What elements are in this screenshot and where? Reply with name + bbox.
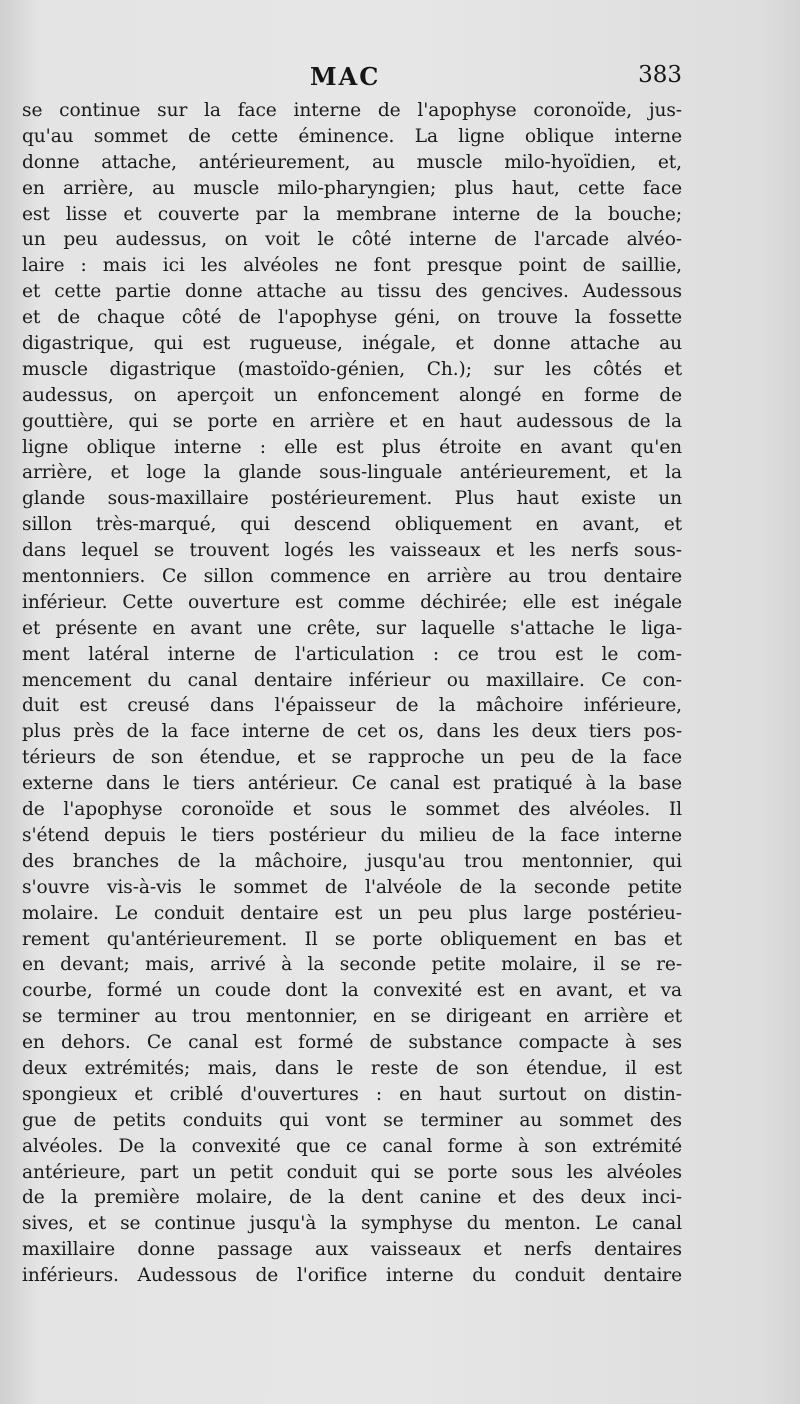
text-line: duit est creusé dans l'épaisseur de la mâchoire inférieure,: [22, 695, 682, 717]
text-line: deux extrémités; mais, dans le reste de son étendue, il est: [22, 1057, 682, 1079]
text-line: sives, et se continue jusqu'à la symphyse du menton. Le canal: [22, 1213, 682, 1235]
text-line: de l'apophyse coronoïde et sous le sommet des alvéoles. Il: [22, 799, 682, 821]
text-line: inférieurs. Audessous de l'orifice interne du conduit dentaire: [22, 1265, 682, 1287]
text-line: digastrique, qui est rugueuse, inégale, et donne attache au: [22, 333, 682, 355]
text-line: audessus, on aperçoit un enfoncement alongé en forme de: [22, 384, 682, 406]
text-line: antérieure, part un petit conduit qui se porte sous les alvéoles: [22, 1161, 682, 1183]
text-line: gouttière, qui se porte en arrière et en haut audessous de la: [22, 410, 682, 432]
text-line: donne attache, antérieurement, au muscle milo-hyoïdien, et,: [22, 151, 682, 173]
text-line: dans lequel se trouvent logés les vaisseaux et les nerfs sous-: [22, 540, 682, 562]
text-line: spongieux et criblé d'ouvertures : en haut surtout on distin-: [22, 1083, 682, 1105]
text-line: externe dans le tiers antérieur. Ce canal est pratiqué à la base: [22, 773, 682, 795]
text-line: se terminer au trou mentonnier, en se dirigeant en arrière et: [22, 1006, 682, 1028]
text-line: est lisse et couverte par la membrane interne de la bouche;: [22, 203, 682, 225]
text-line: molaire. Le conduit dentaire est un peu plus large postérieu-: [22, 902, 682, 924]
text-line: alvéoles. De la convexité que ce canal forme à son extrémité: [22, 1135, 682, 1157]
body-text: [22, 98, 682, 1289]
text-line: arrière, et loge la glande sous-linguale antérieurement, et la: [22, 462, 682, 484]
text-line: s'étend depuis le tiers postérieur du milieu de la face interne: [22, 824, 682, 846]
text-line: rement qu'antérieurement. Il se porte obliquement en bas et: [22, 928, 682, 950]
text-line: sillon très-marqué, qui descend obliquement en avant, et: [22, 514, 682, 536]
text-line: maxillaire donne passage aux vaisseaux et nerfs dentaires: [22, 1239, 682, 1261]
text-line: ment latéral interne de l'articulation : ce trou est le com-: [22, 643, 682, 665]
page-number: 383: [638, 62, 682, 88]
text-line: plus près de la face interne de cet os, dans les deux tiers pos-: [22, 721, 682, 743]
text-line: mencement du canal dentaire inférieur ou maxillaire. Ce con-: [22, 669, 682, 691]
text-line: en devant; mais, arrivé à la seconde petite molaire, il se re-: [22, 954, 682, 976]
text-line: et présente en avant une crête, sur laquelle s'attache le liga-: [22, 617, 682, 639]
running-head: MAC: [310, 62, 381, 91]
text-line: un peu audessus, on voit le côté interne de l'arcade alvéo-: [22, 229, 682, 251]
text-line: en dehors. Ce canal est formé de substance compacte à ses: [22, 1032, 682, 1054]
text-line: gue de petits conduits qui vont se terminer au sommet des: [22, 1109, 682, 1131]
text-line: laire : mais ici les alvéoles ne font presque point de saillie,: [22, 255, 682, 277]
text-line: en arrière, au muscle milo-pharyngien; plus haut, cette face: [22, 177, 682, 199]
text-line: glande sous-maxillaire postérieurement. Plus haut existe un: [22, 488, 682, 510]
text-line: de la première molaire, de la dent canine et des deux inci-: [22, 1187, 682, 1209]
text-line: térieurs de son étendue, et se rapproche un peu de la face: [22, 747, 682, 769]
text-line: et cette partie donne attache au tissu des gencives. Audessous: [22, 281, 682, 303]
text-line: inférieur. Cette ouverture est comme déchirée; elle est inégale: [22, 591, 682, 613]
page-header: [22, 60, 682, 100]
text-line: mentonniers. Ce sillon commence en arrière au trou dentaire: [22, 566, 682, 588]
text-line: se continue sur la face interne de l'apophyse coronoïde, jus-: [22, 100, 682, 121]
text-line: ligne oblique interne : elle est plus étroite en avant qu'en: [22, 436, 682, 458]
text-line: et de chaque côté de l'apophyse géni, on trouve la fossette: [22, 307, 682, 329]
text-line: des branches de la mâchoire, jusqu'au trou mentonnier, qui: [22, 850, 682, 872]
text-line: qu'au sommet de cette éminence. La ligne oblique interne: [22, 125, 682, 147]
text-line: muscle digastrique (mastoïdo-génien, Ch.); sur les côtés et: [22, 358, 682, 380]
text-line: s'ouvre vis-à-vis le sommet de l'alvéole de la seconde petite: [22, 876, 682, 898]
text-line: courbe, formé un coude dont la convexité est en avant, et va: [22, 980, 682, 1002]
